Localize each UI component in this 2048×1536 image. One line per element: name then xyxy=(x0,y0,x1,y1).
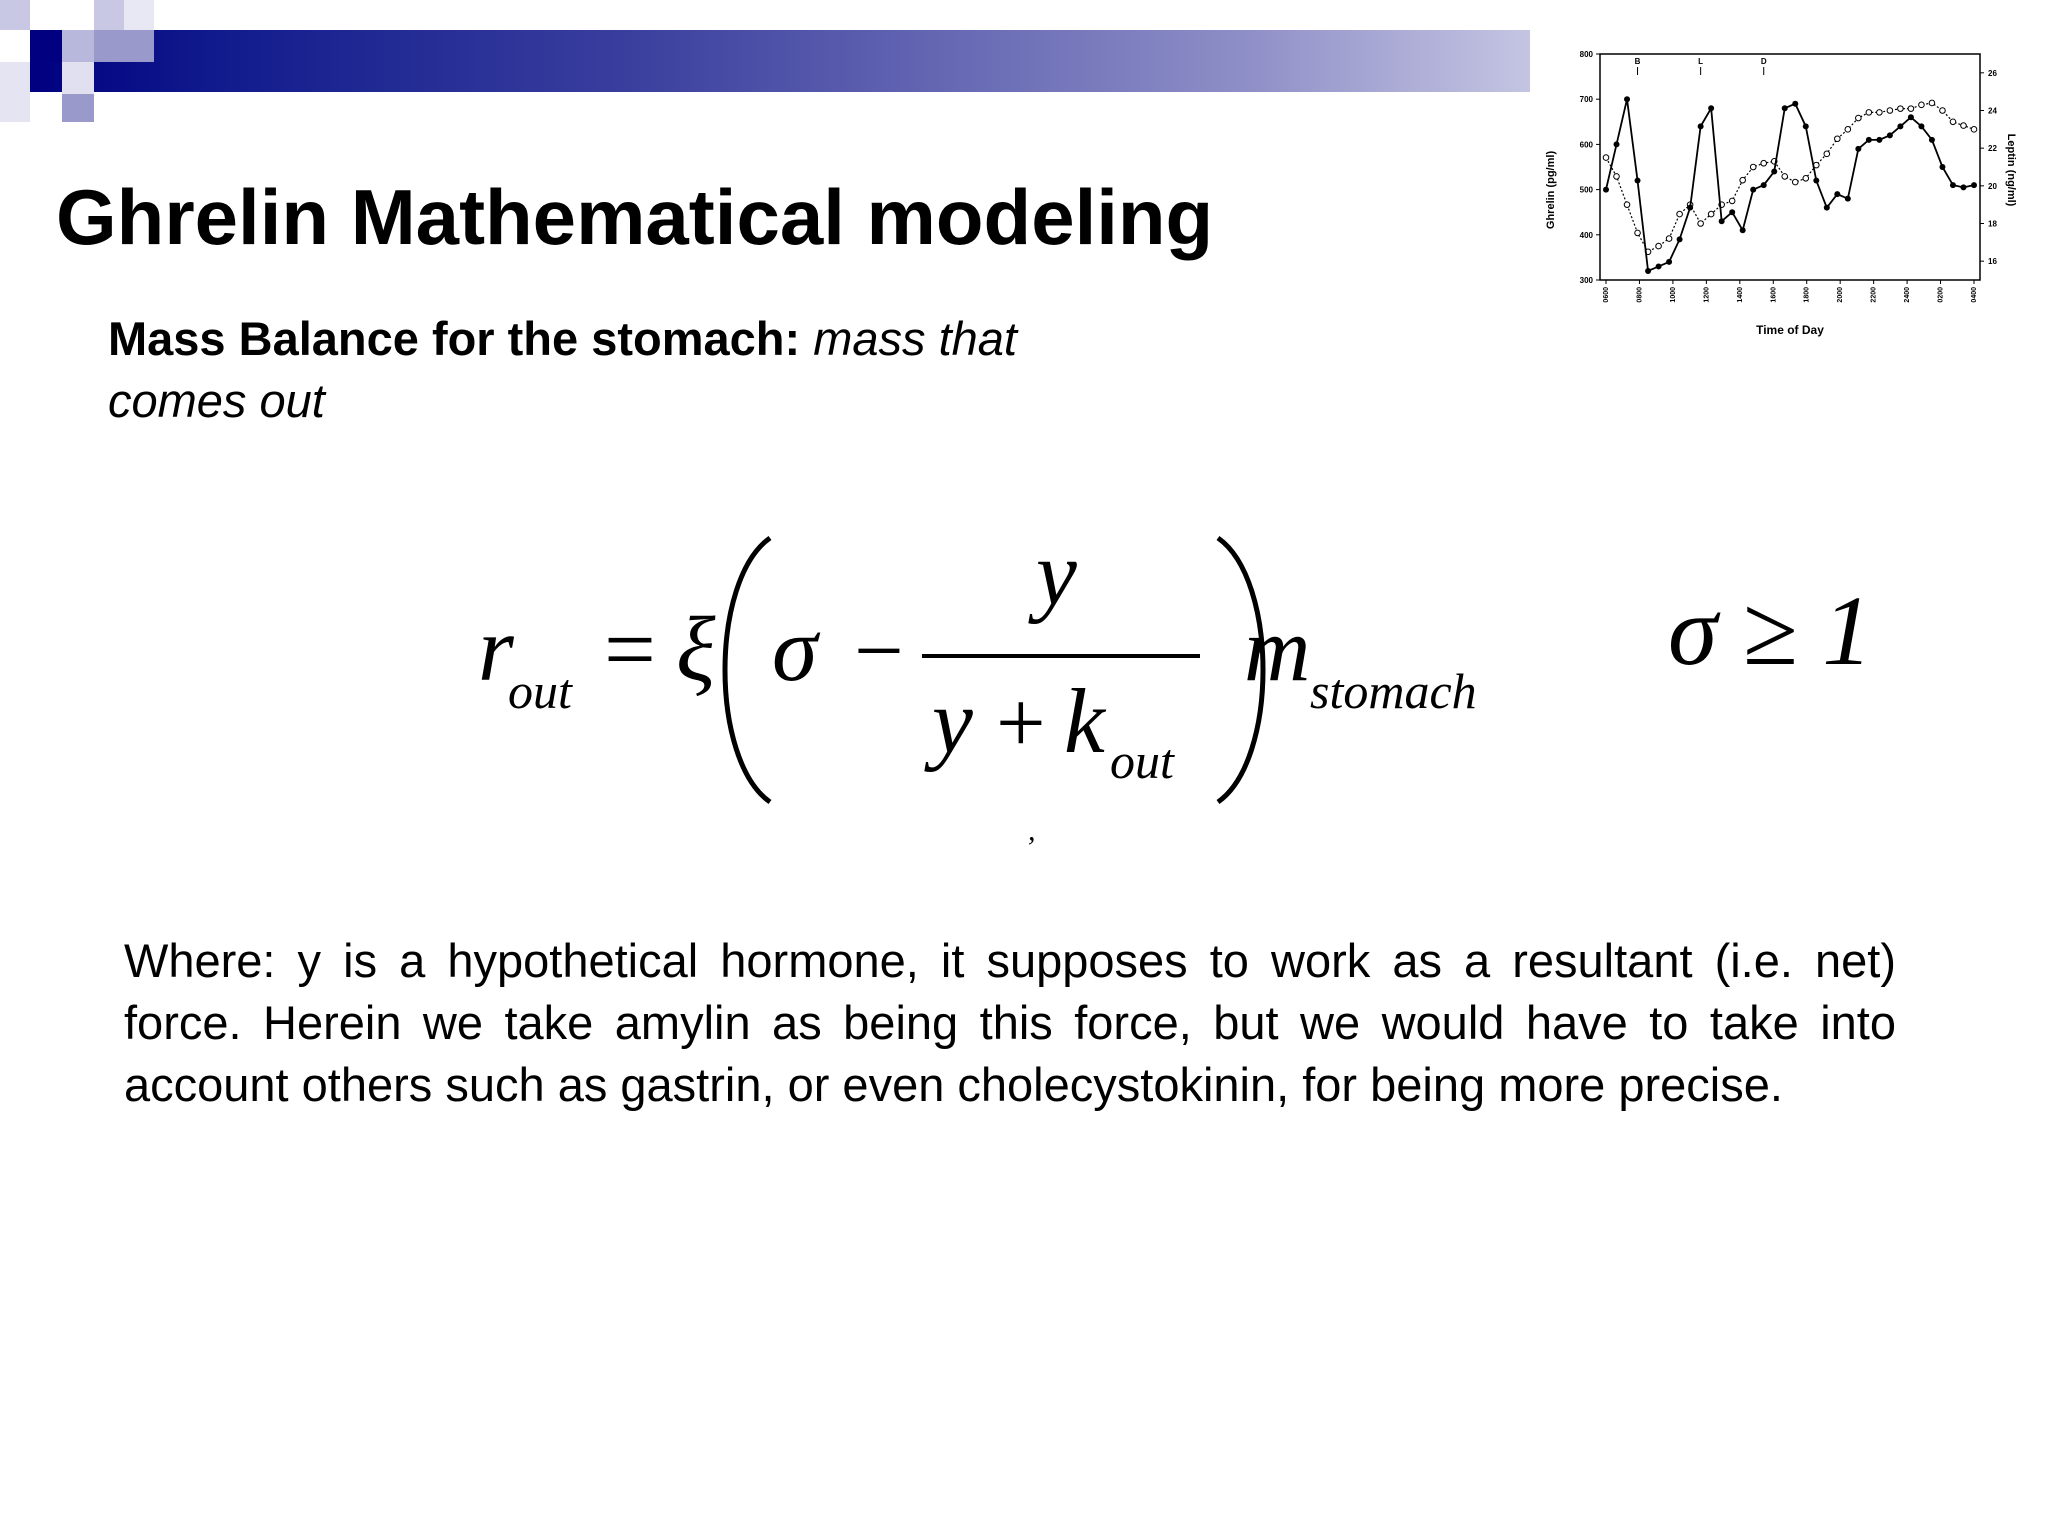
formula-denominator-k: k xyxy=(1064,670,1105,772)
ghrelin-leptin-chart xyxy=(1530,40,2030,350)
chart-y2-tick-label: 18 xyxy=(1988,219,1997,229)
chart-point-leptin xyxy=(1845,127,1851,133)
chart-x-tick-label: 2400 xyxy=(1904,287,1912,303)
chart-point-leptin xyxy=(1698,221,1704,227)
subtitle-italic: mass that comes out xyxy=(108,312,1017,427)
chart-point-ghrelin xyxy=(1698,123,1704,129)
chart-point-leptin xyxy=(1908,106,1914,112)
chart-point-ghrelin xyxy=(1603,187,1609,193)
chart-point-ghrelin xyxy=(1824,205,1830,211)
page-title: Ghrelin Mathematical modeling xyxy=(56,173,1214,261)
chart-y2-tick-label: 16 xyxy=(1988,257,1997,267)
chart-y2-tick-label: 22 xyxy=(1988,144,1997,154)
chart-x-tick-label: 0400 xyxy=(1971,287,1978,303)
chart-point-leptin xyxy=(1635,230,1641,236)
chart-point-ghrelin xyxy=(1960,184,1966,190)
formula-comma: , xyxy=(1028,814,1036,847)
chart-point-leptin xyxy=(1877,110,1883,116)
body-paragraph: Where: y is a hypothetical hormone, it supposes to work as a resultant (i.e. net) force. Herein we take amylin as being this force, but we would have to take into account others such as gastrin, or even cholecystokinin, for being more precise. xyxy=(124,934,1896,1111)
chart-point-leptin xyxy=(1677,211,1683,217)
formula-plus: + xyxy=(996,675,1046,772)
formula-left-paren xyxy=(725,538,770,802)
chart-y2-tick-label: 26 xyxy=(1988,68,1997,78)
chart-y-tick-label: 300 xyxy=(1579,276,1593,285)
chart-point-ghrelin xyxy=(1708,105,1714,111)
chart-point-leptin xyxy=(1971,127,1977,133)
chart-y-tick-label: 400 xyxy=(1579,230,1593,240)
chart-point-leptin xyxy=(1919,102,1925,108)
chart-point-ghrelin xyxy=(1719,218,1725,224)
chart-point-leptin xyxy=(1940,108,1946,114)
chart-point-ghrelin xyxy=(1813,178,1819,184)
chart-point-ghrelin xyxy=(1687,205,1693,211)
chart-point-ghrelin xyxy=(1740,227,1746,233)
formula-rhs-sub: stomach xyxy=(1310,663,1477,719)
chart-point-ghrelin xyxy=(1887,132,1893,138)
formula-lhs-sub: out xyxy=(508,663,572,719)
chart-y-label: Ghrelin (pg/ml) xyxy=(1545,150,1557,230)
chart-point-leptin xyxy=(1824,151,1830,157)
chart-point-ghrelin xyxy=(1729,209,1735,215)
chart-x-tick-label: 1000 xyxy=(1669,287,1677,303)
chart-x-tick-label: 0600 xyxy=(1603,287,1610,303)
chart-point-leptin xyxy=(1835,136,1841,142)
chart-point-ghrelin xyxy=(1782,105,1788,111)
chart-x-tick-label: 2200 xyxy=(1870,287,1878,303)
chart-y2-tick-label: 20 xyxy=(1988,181,1997,191)
formula-rhs-m: m xyxy=(1244,598,1311,700)
chart-point-leptin xyxy=(1708,211,1714,217)
chart-x-tick-label: 0200 xyxy=(1937,287,1945,303)
chart-meal-label: L xyxy=(1698,57,1704,66)
formula-denominator-k-sub: out xyxy=(1110,733,1174,789)
chart-x-label: Time of Day xyxy=(1756,323,1824,337)
chart-meal-label: B xyxy=(1634,57,1641,66)
chart-point-leptin xyxy=(1656,243,1662,249)
chart-y-tick-label: 700 xyxy=(1579,95,1593,105)
chart-point-ghrelin xyxy=(1792,101,1798,107)
chart-point-leptin xyxy=(1792,179,1798,185)
chart-point-leptin xyxy=(1866,110,1872,116)
chart-point-ghrelin xyxy=(1971,182,1977,188)
chart-x-tick-label: 1600 xyxy=(1770,287,1778,303)
chart-point-leptin xyxy=(1950,119,1956,125)
chart-point-leptin xyxy=(1761,160,1767,166)
chart-point-leptin xyxy=(1603,155,1609,161)
chart-point-ghrelin xyxy=(1761,182,1767,188)
chart-point-ghrelin xyxy=(1656,263,1662,269)
formula-lhs: r xyxy=(478,598,514,700)
chart-x-tick-label: 0800 xyxy=(1636,287,1644,303)
chart-point-ghrelin xyxy=(1918,123,1924,129)
chart-point-ghrelin xyxy=(1750,187,1756,193)
formula-equals: = xyxy=(604,598,656,700)
chart-point-leptin xyxy=(1666,236,1672,242)
chart-point-leptin xyxy=(1750,164,1756,170)
chart-y2-tick-label: 24 xyxy=(1988,106,1997,116)
chart-point-ghrelin xyxy=(1677,236,1683,242)
chart-point-leptin xyxy=(1898,106,1904,112)
chart-point-ghrelin xyxy=(1929,137,1935,143)
chart-meal-label: D xyxy=(1760,57,1767,66)
chart-point-leptin xyxy=(1929,100,1935,106)
chart-point-ghrelin xyxy=(1666,259,1672,265)
chart-point-leptin xyxy=(1887,108,1893,114)
chart-y-tick-label: 800 xyxy=(1579,50,1593,59)
formula-denominator-y: y xyxy=(932,670,973,772)
chart-point-leptin xyxy=(1624,202,1630,208)
subtitle-bold: Mass Balance for the stomach: xyxy=(108,312,801,365)
chart-point-ghrelin xyxy=(1803,123,1809,129)
chart-point-ghrelin xyxy=(1855,146,1861,152)
chart-point-ghrelin xyxy=(1939,164,1945,170)
formula-xi: ξ xyxy=(676,598,716,700)
chart-point-leptin xyxy=(1856,115,1862,121)
chart-point-leptin xyxy=(1740,177,1746,183)
formula-sigma: σ xyxy=(772,598,818,700)
chart-point-leptin xyxy=(1803,176,1809,182)
chart-point-ghrelin xyxy=(1845,196,1851,202)
chart-point-leptin xyxy=(1614,174,1620,180)
chart-point-ghrelin xyxy=(1635,178,1641,184)
chart-point-ghrelin xyxy=(1645,268,1651,274)
chart-y-tick-label: 500 xyxy=(1579,185,1593,195)
chart-y-tick-label: 600 xyxy=(1579,140,1593,150)
chart-x-tick-label: 1400 xyxy=(1736,287,1744,303)
chart-point-ghrelin xyxy=(1866,137,1872,143)
chart-x-tick-label: 1200 xyxy=(1703,287,1711,303)
chart-point-ghrelin xyxy=(1834,191,1840,197)
chart-point-leptin xyxy=(1729,198,1735,204)
chart-point-ghrelin xyxy=(1876,137,1882,143)
chart-x-tick-label: 2000 xyxy=(1837,287,1845,303)
chart-point-leptin xyxy=(1782,174,1788,180)
chart-point-ghrelin xyxy=(1624,96,1630,102)
chart-point-ghrelin xyxy=(1614,141,1620,147)
chart-point-ghrelin xyxy=(1908,114,1914,120)
chart-x-tick-label: 1800 xyxy=(1803,287,1811,303)
chart-y2-label: Leptin (ng/ml) xyxy=(2005,133,2017,207)
formula-numerator: y xyxy=(1036,522,1077,624)
formula-minus: − xyxy=(854,603,904,700)
chart-point-ghrelin xyxy=(1950,182,1956,188)
chart-point-ghrelin xyxy=(1897,123,1903,129)
chart-point-ghrelin xyxy=(1771,169,1777,175)
chart-point-leptin xyxy=(1961,123,1967,129)
formula-constraint: σ ≥ 1 xyxy=(1668,575,1873,686)
